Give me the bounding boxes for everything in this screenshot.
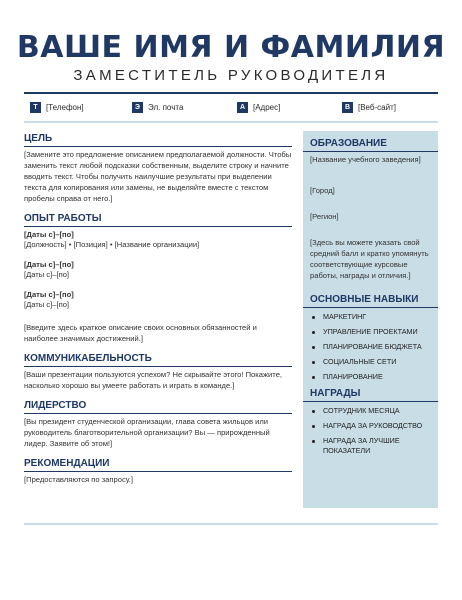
- list-item: МАРКЕТИНГ: [310, 312, 432, 322]
- email-icon: Э: [132, 102, 143, 113]
- contact-address: [237, 102, 280, 113]
- bullet-icon: [312, 331, 315, 334]
- list-item: ПЛАНИРОВАНИЕ: [310, 372, 432, 382]
- job-entry: [24, 260, 292, 280]
- list-item: НАГРАДА ЗА РУКОВОДСТВО: [310, 421, 432, 431]
- section-title: НАГРАДЫ: [303, 387, 438, 402]
- list-item: СОТРУДНИК МЕСЯЦА: [310, 406, 432, 416]
- bullet-icon: [312, 376, 315, 379]
- main-column: [24, 132, 292, 485]
- sidebar: [303, 131, 438, 508]
- job-dates: [Даты с]–[по]: [24, 260, 74, 269]
- header-divider: [24, 92, 438, 94]
- contact-divider: [24, 121, 438, 123]
- job-entry: [24, 290, 292, 310]
- section-title: ОСНОВНЫЕ НАВЫКИ: [303, 293, 438, 308]
- job-entry: [24, 230, 292, 250]
- section-title: ЛИДЕРСТВО: [24, 399, 292, 414]
- education-city: [Город]: [310, 186, 335, 195]
- bullet-icon: [312, 361, 315, 364]
- leadership-text: [Вы президент студенческой организации, глава совета жильцов или руководитель благотворительной организации? Вы — прирожденный лидер. Заявите об этом!]: [24, 417, 270, 448]
- education-region: [Регион]: [310, 212, 339, 221]
- bullet-icon: [312, 440, 315, 443]
- experience-description: [Введите здесь краткое описание своих основных обязанностей и наиболее значимых достижений.]: [24, 323, 257, 343]
- references-section: [24, 457, 292, 485]
- section-title: ЦЕЛЬ: [24, 132, 292, 147]
- resume-name: ВАШЕ ИМЯ И ФАМИЛИЯ: [16, 30, 446, 65]
- education-school: [Название учебного заведения]: [310, 155, 421, 164]
- section-title: ОПЫТ РАБОТЫ: [24, 212, 292, 227]
- contact-website: [342, 102, 396, 113]
- list-item: ПЛАНИРОВАНИЕ БЮДЖЕТА: [310, 342, 432, 352]
- list-item: СОЦИАЛЬНЫЕ СЕТИ: [310, 357, 432, 367]
- email-text: Эл. почта: [148, 103, 184, 112]
- contact-bar: [0, 102, 462, 116]
- job-details: [Даты с]–[по]: [24, 270, 70, 279]
- experience-section: [24, 212, 292, 344]
- leadership-section: [24, 399, 292, 449]
- references-text: [Предоставляются по запросу.]: [24, 475, 134, 484]
- communication-text: [Ваши презентации пользуются успехом? Не скрывайте этого! Покажите, насколько хорошо вы умеете работать и играть в команде.]: [24, 370, 283, 390]
- job-dates: [Даты с]–[по]: [24, 290, 74, 299]
- address-icon: A: [237, 102, 248, 113]
- objective-section: [24, 132, 292, 204]
- skills-list: [303, 312, 438, 382]
- education-note: [Здесь вы можете указать свой средний балл и кратко упомянуть соответствующие курсовые работы, награды и отличия.]: [310, 238, 429, 280]
- contact-email: [132, 102, 183, 113]
- address-text: [Адрес]: [253, 103, 281, 112]
- website-icon: B: [342, 102, 353, 113]
- job-details: [Должность] • [Позиция] • [Название организации]: [24, 240, 200, 249]
- list-item: НАГРАДА ЗА ЛУЧШИЕ ПОКАЗАТЕЛИ: [310, 436, 432, 456]
- awards-section: [303, 387, 438, 456]
- bullet-icon: [312, 410, 315, 413]
- phone-text: [Телефон]: [46, 103, 84, 112]
- job-title: ЗАМЕСТИТЕЛЬ РУКОВОДИТЕЛЯ: [73, 67, 389, 84]
- contact-phone: [30, 102, 84, 113]
- section-title: РЕКОМЕНДАЦИИ: [24, 457, 292, 472]
- job-dates: [Даты с]–[по]: [24, 230, 74, 239]
- job-details: [Даты с]–[по]: [24, 300, 70, 309]
- education-section: [303, 137, 438, 281]
- communication-section: [24, 352, 292, 391]
- objective-text: [Замените это предложение описанием предполагаемой должности. Чтобы заменить текст любой подсказки собственным, выделите строку и начните вводить текст. Чтобы получить наилучшие результаты при выделении текста для копирования или замены, не выделяйте вместе с текстом пробелы справа от него.]: [24, 150, 292, 203]
- phone-icon: T: [30, 102, 41, 113]
- awards-list: [303, 406, 438, 456]
- footer-divider: [24, 523, 438, 525]
- bullet-icon: [312, 425, 315, 428]
- skills-section: [303, 293, 438, 382]
- website-text: [Веб-сайт]: [358, 103, 396, 112]
- section-title: ОБРАЗОВАНИЕ: [303, 137, 438, 152]
- list-item: УПРАВЛЕНИЕ ПРОЕКТАМИ: [310, 327, 432, 337]
- section-title: КОММУНИКАБЕЛЬНОСТЬ: [24, 352, 292, 367]
- bullet-icon: [312, 316, 315, 319]
- bullet-icon: [312, 346, 315, 349]
